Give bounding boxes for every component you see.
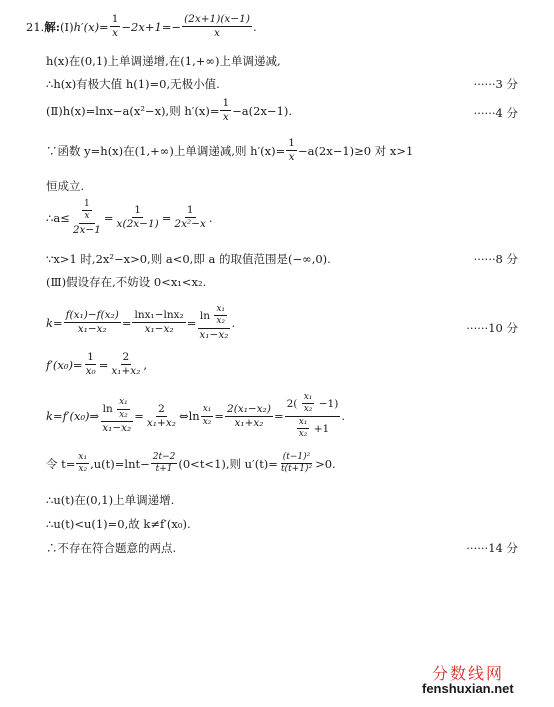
denominator: x₂ xyxy=(78,464,88,475)
denominator xyxy=(294,417,332,440)
numerator: lnx₁−lnx₂ xyxy=(132,310,185,323)
score-mark: ······3 分 xyxy=(473,77,518,91)
denominator: x₂ xyxy=(298,429,308,440)
math-text: = xyxy=(214,409,225,424)
math-line xyxy=(46,98,292,123)
denominator: x xyxy=(222,111,229,124)
watermark-brand-cn: 分数线网 xyxy=(432,664,505,683)
denominator: x₁−x₂ xyxy=(144,323,174,336)
numerator: x₁ xyxy=(297,418,310,429)
fraction xyxy=(225,404,273,429)
math-text: . xyxy=(231,315,236,330)
denominator: t+1 xyxy=(155,464,173,475)
denominator: x xyxy=(112,27,118,40)
fraction xyxy=(145,404,178,429)
nested-fraction xyxy=(297,418,310,440)
fraction xyxy=(132,310,185,335)
ln-label: ln xyxy=(199,309,210,322)
numerator: 1 xyxy=(286,138,297,151)
denominator: t(t+1)² xyxy=(280,464,313,475)
score-mark: ······8 分 xyxy=(473,252,518,266)
watermark-brand-url: fenshuxian.net xyxy=(422,681,514,696)
numerator xyxy=(285,393,341,417)
nested-fraction xyxy=(82,200,92,222)
fraction xyxy=(71,200,103,236)
math-text: ,u(t)=lnt− xyxy=(90,456,150,471)
math-text: ∵函数 y=h(x)在(1,+∞)上单调递减,则 h′(x)= xyxy=(46,143,286,158)
math-text: = xyxy=(161,210,172,225)
math-text: ⇔ln xyxy=(178,409,200,424)
denominator: x₁+x₂ xyxy=(111,365,141,378)
fraction xyxy=(76,453,89,475)
numerator xyxy=(79,200,95,224)
numerator: 2 xyxy=(156,404,167,417)
fraction xyxy=(201,405,214,427)
numerator: x₁ xyxy=(201,405,214,416)
problem-number: 21. xyxy=(26,19,45,34)
math-text: −a(2x−1)≥0 对 x>1 xyxy=(297,143,414,158)
math-text: (Ⅱ)h(x)=lnx−a(x²−x),则 h′(x)= xyxy=(46,103,220,118)
text-line: h(x)在(0,1)上单调递增,在(1,+∞)上单调递减, xyxy=(46,54,281,68)
text-line: ∴u(t)在(0,1)上单调递增. xyxy=(46,493,175,507)
score-mark: ······4 分 xyxy=(473,106,518,120)
math-text: >0. xyxy=(315,456,336,471)
denominator: 2x−1 xyxy=(72,223,101,236)
fraction xyxy=(109,352,142,377)
fraction xyxy=(220,98,231,123)
fraction xyxy=(64,310,121,335)
fraction xyxy=(100,398,133,434)
denominator: x xyxy=(214,27,220,40)
fraction xyxy=(115,205,161,230)
fraction xyxy=(151,453,178,475)
nested-fraction xyxy=(117,398,130,420)
denominator: x xyxy=(84,211,90,222)
denominator: x₂ xyxy=(119,409,128,420)
numerator xyxy=(198,305,230,329)
math-text: −2x+1=− xyxy=(121,19,182,34)
numerator: 2 xyxy=(121,352,132,365)
text-line: (Ⅲ)假设存在,不妨设 0<x₁<x₂. xyxy=(46,275,207,289)
solution-header-line xyxy=(26,14,257,39)
denominator: x₁−x₂ xyxy=(199,328,229,341)
math-text: −a(2x−1). xyxy=(232,103,293,118)
denominator: x(2x−1) xyxy=(116,218,159,231)
math-line xyxy=(46,200,213,236)
numerator: 1 xyxy=(85,352,96,365)
math-line xyxy=(46,305,235,341)
fraction xyxy=(182,14,252,39)
math-line xyxy=(46,138,413,163)
denominator: 2x²−x xyxy=(174,218,206,231)
math-text: 2( xyxy=(286,397,298,410)
line-text: ∵x>1 时,2x²−x>0,则 a<0,即 a 的取值范围是(−∞,0). xyxy=(46,252,331,266)
math-text: = xyxy=(103,210,114,225)
denominator: x₂ xyxy=(216,316,226,327)
math-line xyxy=(46,453,336,475)
nested-fraction xyxy=(214,305,227,327)
math-text: k= xyxy=(46,315,63,330)
fraction xyxy=(172,205,208,230)
part-one-label: (Ⅰ) xyxy=(60,19,74,34)
numerator: x₁ xyxy=(302,393,315,404)
text-line: 恒成立. xyxy=(46,179,85,193)
ln-label: ln xyxy=(102,403,113,416)
math-text: = xyxy=(134,409,144,424)
math-text: = xyxy=(121,315,132,330)
fraction xyxy=(279,453,314,475)
math-text: , xyxy=(143,357,148,372)
math-text: (0<t<1),则 u′(t)= xyxy=(178,456,278,471)
numerator: 1 xyxy=(82,200,92,211)
nested-fraction xyxy=(302,393,315,415)
fraction xyxy=(286,138,297,163)
numerator: (t−1)² xyxy=(281,453,313,464)
text-line: ∴u(t)<u(1)=0,故 k≠f′(x₀). xyxy=(46,517,191,531)
math-text: = xyxy=(98,357,109,372)
math-text: −1) xyxy=(318,397,339,410)
fraction xyxy=(110,14,121,39)
denominator: x₂ xyxy=(303,404,313,415)
fraction xyxy=(285,393,341,440)
math-text: = xyxy=(186,315,197,330)
fraction xyxy=(197,305,230,341)
numerator: f(x₁)−f(x₂) xyxy=(64,310,121,323)
math-text: k=f′(x₀)⇒ xyxy=(46,409,100,424)
numerator: 1 xyxy=(185,205,196,218)
math-text: . xyxy=(252,19,257,34)
math-text: = xyxy=(273,409,284,424)
line-text: ∴不存在符合题意的两点. xyxy=(46,541,177,555)
numerator: 1 xyxy=(110,14,121,27)
math-text: ∴a≤ xyxy=(46,210,70,225)
denominator: x₀ xyxy=(85,365,96,378)
numerator xyxy=(101,398,133,422)
math-text: . xyxy=(208,210,213,225)
denominator: x₁+x₂ xyxy=(146,416,176,429)
numerator: x₁ xyxy=(214,305,227,316)
numerator: 2t−2 xyxy=(151,453,178,464)
score-mark: ······10 分 xyxy=(466,321,518,335)
numerator: 2(x₁−x₂) xyxy=(225,404,273,417)
line-text: ∴h(x)有极大值 h(1)=0,无极小值. xyxy=(46,77,220,91)
math-text: f′(x₀)= xyxy=(46,357,83,372)
math-text: +1 xyxy=(313,422,330,435)
denominator: x₁+x₂ xyxy=(234,416,264,429)
denominator: x xyxy=(288,151,295,164)
numerator: (2x+1)(x−1) xyxy=(182,14,252,27)
math-text: 令 t= xyxy=(46,456,76,471)
fraction xyxy=(84,352,98,377)
numerator: 1 xyxy=(132,205,143,218)
denominator: x₁−x₂ xyxy=(77,323,107,336)
denominator: x₂ xyxy=(202,416,212,427)
score-mark: ······14 分 xyxy=(466,541,518,555)
math-line xyxy=(46,393,345,440)
numerator: x₁ xyxy=(117,398,130,409)
solution-label: 解: xyxy=(44,19,61,34)
numerator: 1 xyxy=(220,98,231,111)
math-line xyxy=(46,352,147,377)
math-text: h′(x)= xyxy=(73,19,109,34)
math-text: . xyxy=(341,409,345,424)
denominator: x₁−x₂ xyxy=(102,422,132,435)
numerator: x₁ xyxy=(76,453,89,464)
